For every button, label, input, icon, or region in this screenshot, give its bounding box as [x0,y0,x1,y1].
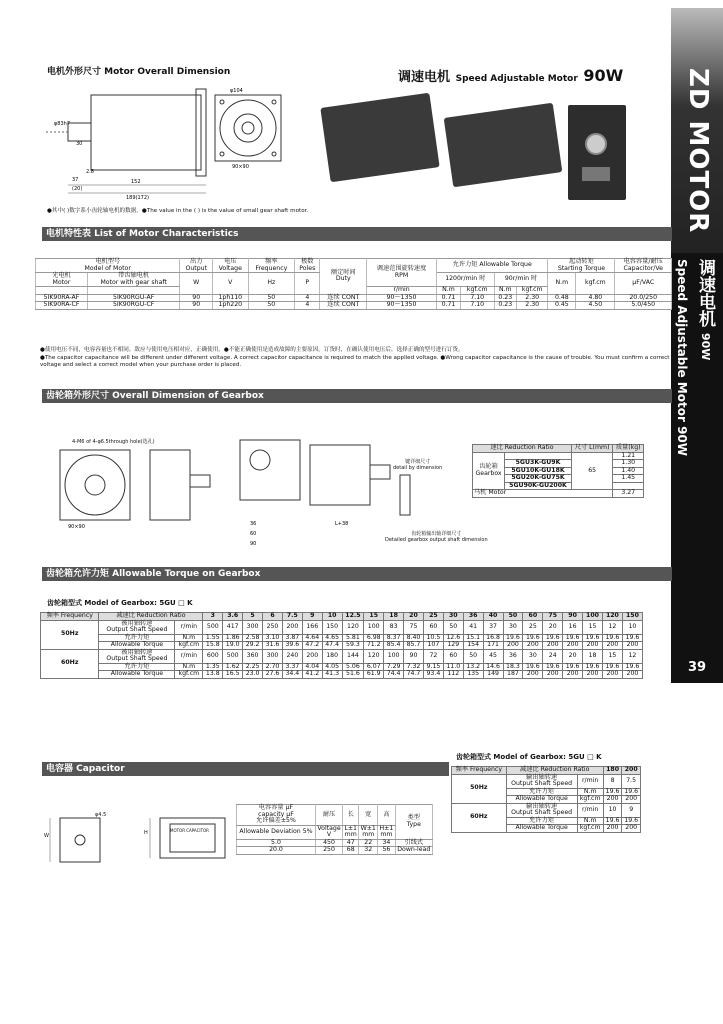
torque2-table [451,766,641,833]
series-title [398,66,623,85]
svg-text:90×90: 90×90 [68,524,85,530]
gearbox-weight-row: 5GU90K-GU200K [473,482,644,490]
controller-display-icon [582,167,610,181]
torque-row: 允许力矩 N.m 1.55 1.86 2.58 3.10 3.87 4.64 4.65 5.81 6.98 8.37 8.40 10.5 12.6 15.1 16.8 19.6 19.6 19.6 19.6 19.6 19.6 19.6 [41,634,643,642]
torque-row: Allowable Torque kgf.cm 13.8 16.5 23.0 27.6 34.4 41.2 41.3 51.6 61.9 74.4 74.7 93.4 112 135 149 187 200 200 200 200 200 200 [41,671,643,679]
svg-text:90: 90 [250,541,257,547]
torque-row: Allowable Torque kgf.cm 15.8 19.0 29.2 31.6 39.6 47.2 47.4 59.3 71.2 85.4 85.7 107 129 154 171 200 200 200 200 200 200 200 [41,642,643,650]
characteristics-row: 5IK90RA-AF 5IK90RGU-AF 90 1ph110 50 4 连续 CONT 90～1350 0.71 7.10 0.23 2.30 0.48 4.80 20.0/250 [36,294,672,302]
torque2-row: 50Hz 输出轴转速 Output Shaft Speed r/min 8 7.5 [452,774,641,788]
capacitor-plate-label: MOTOR CAPACITOR [170,828,209,833]
cap-dim-h: H [144,830,148,836]
torque-header-row: 频率 Frequency 减速比 Reduction Ratio 3 3.6 5 6 7.5 9 10 12.5 15 18 20 25 30 36 40 50 60 75 90 100 120 150 [41,613,643,621]
brand-logo: ZD MOTOR [683,68,713,234]
gearbox-weight-row: 5GU3K-GU9K 1.30 [473,460,644,468]
cap-dim-45: φ4.5 [95,812,107,818]
svg-text:2.8: 2.8 [86,169,94,175]
svg-text:30: 30 [76,141,83,147]
motor-photo-large [320,93,439,183]
controller-knob-icon [585,133,607,155]
torque-table [40,612,643,679]
torque2-row: Allowable Torque kgf.cm 200 200 [452,796,641,804]
motor-photo-medium [444,103,563,188]
torque-row: 50Hz 被用轴转速 Output Shaft Speed r/min 500 417 300 250 200 166 150 120 100 83 75 60 50 41 37 30 25 20 16 15 12 10 [41,620,643,634]
capacitor-row: 20.0 250 68 32 56 Down-lead [237,847,433,855]
characteristics-title: 电机特性表 List of Motor Characteristics [42,227,672,241]
svg-text:189(172): 189(172) [126,195,149,201]
torque2-subtitle: 齿轮箱型式 Model of Gearbox: 5GU □ K [456,753,602,761]
motor-front-drawing [210,90,290,170]
gearbox-weight-table: 速比 Reduction Ratio 尺寸 L(mm) 质量(kg) 齿轮箱 Gearbox 65 1.21 5GU3K-GU9K 1.30 5GU10K-GU18K 1.40 5GU20K-GU75K 1.45 5GU90K-GU200K 马机 Motor 3.27 [472,444,644,498]
capacitor-row: 5.0 450 47 22 34 引线式 [237,839,433,847]
svg-text:φ83h7: φ83h7 [54,121,71,127]
h-model: 电机型号 Model of Motor [36,259,180,273]
svg-text:60: 60 [250,531,257,537]
gearbox-weight-row: 5GU10K-GU18K 1.40 [473,467,644,475]
svg-text:(20): (20) [72,186,83,192]
torque2-row: Allowable Torque kgf.cm 200 200 [452,825,641,833]
key-detail-label: 键详细尺寸 detail by dimension [393,459,443,471]
torque2-row: 允许力矩 N.m 19.6 19.6 [452,788,641,796]
gearbox-hole-label: 4-M6 of 4-φ6.5through hole(选孔) [72,439,155,445]
gearbox-weight-row: 齿轮箱 Gearbox 65 1.21 [473,452,644,460]
gearbox-dim-title: 齿轮箱外形尺寸 Overall Dimension of Gearbox [42,389,672,403]
torque2-row: 允许力矩 N.m 19.6 19.6 [452,817,641,825]
overall-dimension-title: 电机外形尺寸 Motor Overall Dimension [47,67,231,77]
characteristics-row: 5IK90RA-CF 5IK90RGU-CF 90 1ph220 50 4 连续 CONT 90～1350 0.71 7.10 0.23 2.30 0.45 4.50 5.0/450 [36,302,672,310]
torque2-header-row: 频率 Frequency 减速比 Reduction Ratio 180 200 [452,767,641,775]
sidebar-title-block [671,253,723,653]
torque-row: 60Hz 被用轴转速 Output Shaft Speed r/min 600 500 360 300 240 200 180 144 120 100 90 72 60 50 45 36 30 24 20 18 15 12 [41,649,643,663]
gearbox-weight-row: 5GU20K-GU75K 1.45 [473,475,644,483]
series-en: Speed Adjustable Motor [455,74,578,84]
svg-text:90×90: 90×90 [232,164,249,170]
sidebar-title-cn: 调速电机 90W [695,259,715,361]
svg-text:152: 152 [131,179,141,185]
capacitor-title: 电容器 Capacitor [42,762,449,776]
page-number: 39 [687,660,707,675]
sidebar-page-block [671,653,723,683]
cap-dim-w: W [44,833,49,839]
sidebar [671,8,723,253]
series-power: 90W [583,66,624,85]
torque-title: 齿轮箱允许力矩 Allowable Torque on Gearbox [42,567,672,581]
speed-controller-photo [568,105,626,200]
svg-text:φ104: φ104 [230,88,243,94]
torque-row: 允许力矩 N.m 1.35 1.62 2.25 2.70 3.37 4.04 4.05 5.06 6.07 7.29 7.32 9.15 11.0 13.2 14.6 18.3 19.6 19.6 19.6 19.6 19.6 19.6 [41,663,643,671]
shaft-detail-label: 齿轮箱输出轴详细尺寸 Detailed gearbox output shaft dimension [385,531,488,543]
series-cn: 调速电机 [398,70,451,85]
capacitor-table: 电容容量 μF capacity μF 允许偏差±5% 耐压 长 宽 高 类型 Type Allowable Deviation 5% Voltage V L±1 mm W±1 mm H±1 mm 5.0 450 47 22 34 引线式 20.0 250 68 32 56 Down-lead [236,804,433,855]
dimension-note: ●其中( )数字系小齿轮轴电机的数据。●The value in the ( ) is the value of small gear shaft motor. [47,208,309,214]
torque-subtitle: 齿轮箱型式 Model of Gearbox: 5GU □ K [47,599,193,607]
svg-text:L+38: L+38 [335,521,349,527]
characteristics-table: 电机型号 Model of Motor 出力 Output 电压 Voltage 频率 Frequency 极数 Poles 额定时间 Duty 调速范围旋转速度 RPM 允许力矩 Allowable Torque 起动转矩 Starting Torque 电容容量/耐压 Capacitor/Ve 光电机 Motor 带齿轴电机 Motor with gear shaft W V Hz P 1200r/min 时 90r/min 时 N.m kgf.cm μF/VAC r/min N.m kgf.cm N.m kgf.cm 5IK90RA-AF 5IK90RGU-AF 90 1ph110 50 4 连续 CONT 90～1350 0.71 7.10 0.23 2.30 0.48 4.80 20.0/250 5IK90RA-CF 5IK90RGU-CF 90 1ph220 50 4 连续 CONT 90～1350 0.71 7.10 0.23 2.30 0.45 4.50 5.0/450 [35,258,672,310]
capacitor-drawing [40,808,240,868]
svg-text:37: 37 [72,177,79,183]
torque2-row: 60Hz 输出轴转速 Output Shaft Speed r/min 10 9 [452,803,641,817]
svg-text:36: 36 [250,521,257,527]
sidebar-title-en: Speed Adjustable Motor 90W [675,259,689,457]
characteristics-note: ●使用电压不同，电容容量也不相同。敌应与使用电压相对应，正确使用。●不能正确使用是造成故障的主要原因。订货时，在确认使用电压后，选择正确的型号进行订货。 ●The capacitor capacitance will be different under different voltage. A correct capacitor capacitance is required to match the applied voltage. ●Wrong capacitor capacitance is the cause of trouble. You must confirm a correct voltage and select a correct model when your purchase order is placed. [40,347,670,369]
